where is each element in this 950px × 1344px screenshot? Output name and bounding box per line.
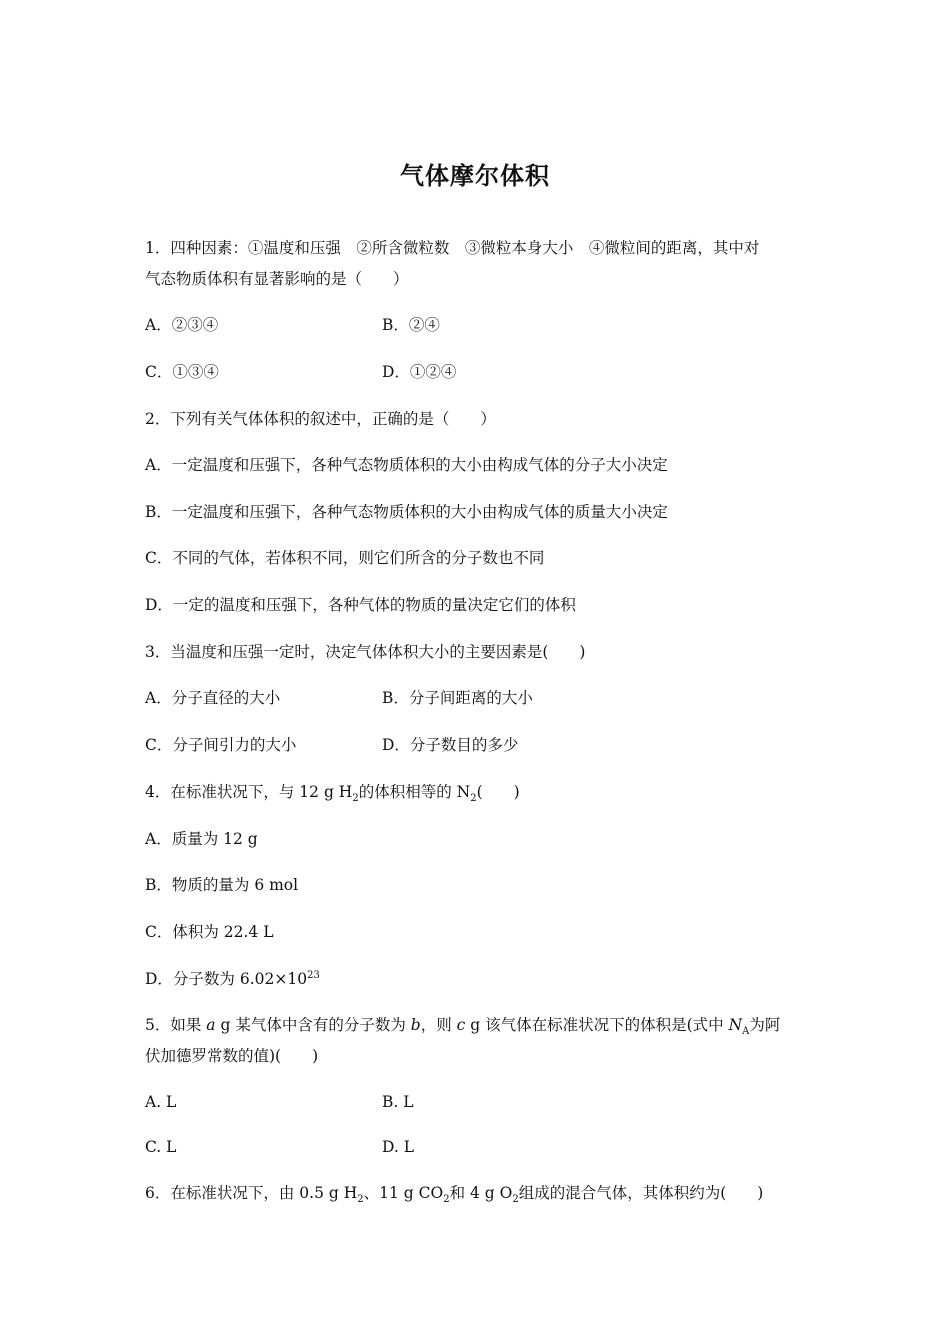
q1-option-b: B．②④ <box>382 316 440 334</box>
q2-option-c: C．不同的气体，若体积不同，则它们所含的分子数也不同 <box>145 549 545 567</box>
q3-option-a: A．分子直径的大小 <box>145 689 281 707</box>
q3-option-b: B．分子间距离的大小 <box>382 689 533 707</box>
q5-option-b: B. L <box>382 1093 414 1111</box>
q4-stem: 4．在标准状况下，与 12 g $H_2$的体积相等的 $N_2$( ) <box>145 783 520 805</box>
q3-option-c: C．分子间引力的大小 <box>145 736 297 754</box>
q3-stem: 3．当温度和压强一定时，决定气体体积大小的主要因素是( ) <box>145 643 586 661</box>
page-title: 气体摩尔体积 <box>400 162 550 190</box>
q1-stem-line2: 气态物质体积有显著影响的是（ ） <box>145 270 409 288</box>
q1-stem-line1: 1．四种因素：①温度和压强 ②所含微粒数 ③微粒本身大小 ④微粒间的距离，其中对 <box>145 239 760 257</box>
q6-stem: 6．在标准状况下，由 0.5 g $H_2$、11 g $CO_2$和 4 g $O_2$组成的混合气体，其体积约为( ) <box>145 1184 764 1206</box>
q2-stem: 2．下列有关气体体积的叙述中，正确的是（ ） <box>145 410 496 428</box>
q2-option-b: B．一定温度和压强下，各种气态物质体积的大小由构成气体的质量大小决定 <box>145 503 668 521</box>
q3-option-d: D．分子数目的多少 <box>382 736 519 754</box>
q4-option-a: A．质量为 12 g <box>145 830 258 848</box>
q1-option-d: D．①②④ <box>382 363 457 381</box>
q5-stem-line1: 5．如果 a g 某气体中含有的分子数为 b，则 c g 该气体在标准状况下的体积是(式中 $N_A$为阿 <box>145 1016 781 1038</box>
q4-option-d: D．分子数为 $6.02\times 10^{23}$ <box>145 969 320 988</box>
q2-option-d: D．一定的温度和压强下，各种气体的物质的量决定它们的体积 <box>145 596 576 614</box>
q1-option-c: C．①③④ <box>145 363 219 381</box>
q4-option-c: C．体积为 22.4 L <box>145 923 274 941</box>
q5-option-d: D. L <box>382 1138 415 1156</box>
q4-option-b: B．物质的量为 6 mol <box>145 876 299 894</box>
q5-stem-line2: 伏加德罗常数的值)( ) <box>145 1047 319 1065</box>
q2-option-a: A．一定温度和压强下，各种气态物质体积的大小由构成气体的分子大小决定 <box>145 456 668 474</box>
q5-option-a: A. L <box>145 1093 177 1111</box>
q5-option-c: C. L <box>145 1138 177 1156</box>
q1-option-a: A．②③④ <box>145 316 219 334</box>
